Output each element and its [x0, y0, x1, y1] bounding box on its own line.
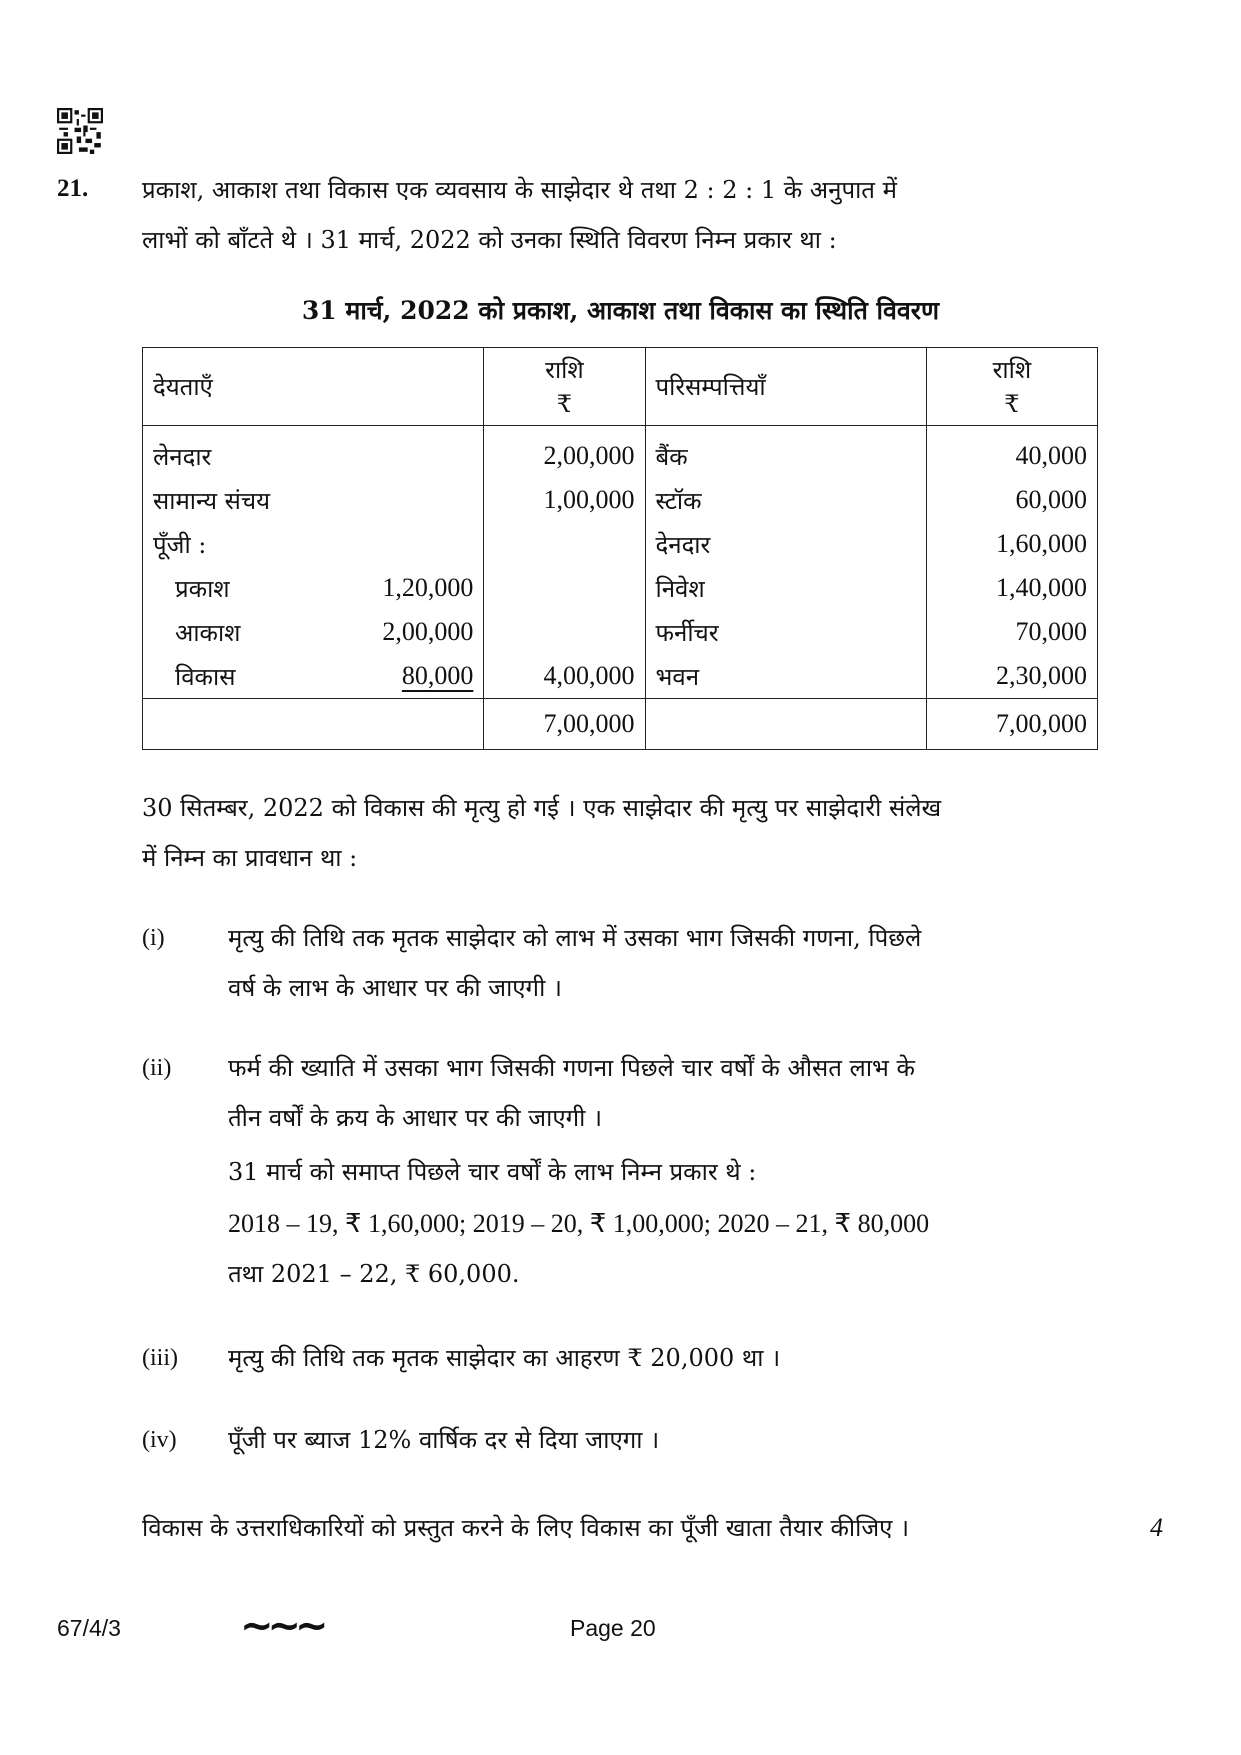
- asset-label: भवन: [645, 654, 926, 699]
- provision-line-2: वर्ष के लाभ के आधार पर की जाएगी ।: [228, 974, 563, 1002]
- liability-label: पूँजी :: [143, 522, 484, 566]
- liability-amount: 4,00,000: [484, 654, 645, 699]
- header-amount-right-unit: ₹: [1004, 389, 1020, 418]
- qr-code-icon: [57, 108, 103, 154]
- death-para-line-2: में निम्न का प्रावधान था :: [142, 844, 358, 872]
- provision-label: (i): [142, 925, 165, 951]
- liability-label: सामान्य संचय: [143, 478, 484, 522]
- provision-line-1: फर्म की ख्याति में उसका भाग जिसकी गणना पिछले चार वर्षों के औसत लाभ के: [228, 1054, 915, 1082]
- asset-amount: 70,000: [926, 610, 1097, 654]
- provision-label: (iv): [142, 1427, 177, 1453]
- provision-text: [228, 1043, 1117, 1143]
- page-number: Page 20: [570, 1615, 656, 1641]
- liability-amount: [484, 610, 645, 654]
- table-row: [143, 478, 1098, 522]
- tilde-ornament: ~~~: [240, 1603, 323, 1649]
- partner-capital: 1,20,000: [382, 573, 474, 602]
- provision-label: (ii): [142, 1055, 172, 1081]
- intro-line-2: लाभों को बाँटते थे । 31 मार्च, 2022 को उनका स्थिति विवरण निम्न प्रकार था :: [142, 226, 837, 254]
- provision-text: [228, 913, 1117, 1013]
- total-label-left: [143, 699, 484, 750]
- paper-code: 67/4/3: [57, 1615, 121, 1641]
- partner-name: प्रकाश: [175, 574, 230, 603]
- intro-line-1: प्रकाश, आकाश तथा विकास एक व्यवसाय के साझेदार थे तथा 2 : 2 : 1 के अनुपात में: [142, 176, 897, 204]
- asset-amount: 1,40,000: [926, 566, 1097, 610]
- asset-amount: 40,000: [926, 426, 1097, 479]
- header-amount-left-label: राशि: [545, 355, 584, 384]
- table-row: [143, 426, 1098, 479]
- provision-line-1: मृत्यु की तिथि तक मृतक साझेदार को लाभ में उसका भाग जिसकी गणना, पिछले: [228, 924, 922, 952]
- total-row: [143, 699, 1098, 750]
- asset-label: बैंक: [645, 426, 926, 479]
- header-amount-left-unit: ₹: [556, 389, 573, 418]
- total-right: 7,00,000: [926, 699, 1097, 750]
- asset-label: स्टॉक: [645, 478, 926, 522]
- header-amount-left: [484, 348, 645, 426]
- profits-intro: 31 मार्च को समाप्त पिछले चार वर्षों के लाभ निम्न प्रकार थे :: [228, 1158, 757, 1186]
- table-row: [143, 566, 1098, 610]
- total-label-right: [645, 699, 926, 750]
- asset-amount: 1,60,000: [926, 522, 1097, 566]
- question-intro: [142, 165, 1117, 265]
- provision-label: (iii): [142, 1345, 178, 1371]
- marks: 4: [1150, 1513, 1163, 1542]
- header-assets: परिसम्पत्तियाँ: [645, 348, 926, 426]
- balance-sheet-title: 31 मार्च, 2022 को प्रकाश, आकाश तथा विकास का स्थिति विवरण: [301, 296, 940, 325]
- liability-amount: [484, 566, 645, 610]
- liability-amount: 1,00,000: [484, 478, 645, 522]
- partner-capital-cell: [143, 654, 484, 699]
- profits-block: [228, 1147, 1117, 1299]
- question-number: 21.: [57, 175, 89, 202]
- total-left: 7,00,000: [484, 699, 645, 750]
- partner-capital-cell: [143, 610, 484, 654]
- profits-line-2: तथा 2021 – 22, ₹ 60,000.: [228, 1260, 520, 1288]
- asset-label: फर्नीचर: [645, 610, 926, 654]
- liability-label: लेनदार: [143, 426, 484, 479]
- liability-amount: 2,00,000: [484, 426, 645, 479]
- death-para-line-1: 30 सितम्बर, 2022 को विकास की मृत्यु हो गई । एक साझेदार की मृत्यु पर साझेदारी संलेख: [142, 794, 942, 822]
- asset-amount: 2,30,000: [926, 654, 1097, 699]
- death-paragraph: [142, 783, 1117, 883]
- table-row: [143, 610, 1098, 654]
- partner-name: विकास: [175, 662, 236, 691]
- provision-text: मृत्यु की तिथि तक मृतक साझेदार का आहरण ₹ 20,000 था ।: [228, 1344, 781, 1372]
- header-liabilities: देयताएँ: [143, 348, 484, 426]
- provision-text: पूँजी पर ब्याज 12% वार्षिक दर से दिया जाएगा ।: [228, 1426, 660, 1454]
- partner-capital: 80,000: [401, 661, 474, 690]
- partner-capital-cell: [143, 566, 484, 610]
- provision-line-2: तीन वर्षों के क्रय के आधार पर की जाएगी ।: [228, 1104, 603, 1132]
- header-amount-right-label: राशि: [992, 355, 1032, 384]
- asset-amount: 60,000: [926, 478, 1097, 522]
- partner-capital: 2,00,000: [382, 617, 474, 646]
- table-row: [143, 654, 1098, 699]
- asset-label: निवेश: [645, 566, 926, 610]
- liability-amount: [484, 522, 645, 566]
- profits-line-1: 2018 – 19, ₹ 1,60,000; 2019 – 20, ₹ 1,00,000; 2020 – 21, ₹ 80,000: [228, 1209, 930, 1238]
- table-row: [143, 522, 1098, 566]
- table-header-row: [143, 348, 1098, 426]
- asset-label: देनदार: [645, 522, 926, 566]
- partner-name: आकाश: [175, 618, 241, 647]
- balance-sheet-table: [142, 347, 1098, 750]
- closing-instruction: विकास के उत्तराधिकारियों को प्रस्तुत करने के लिए विकास का पूँजी खाता तैयार कीजिए ।: [142, 1514, 910, 1542]
- header-amount-right: [926, 348, 1097, 426]
